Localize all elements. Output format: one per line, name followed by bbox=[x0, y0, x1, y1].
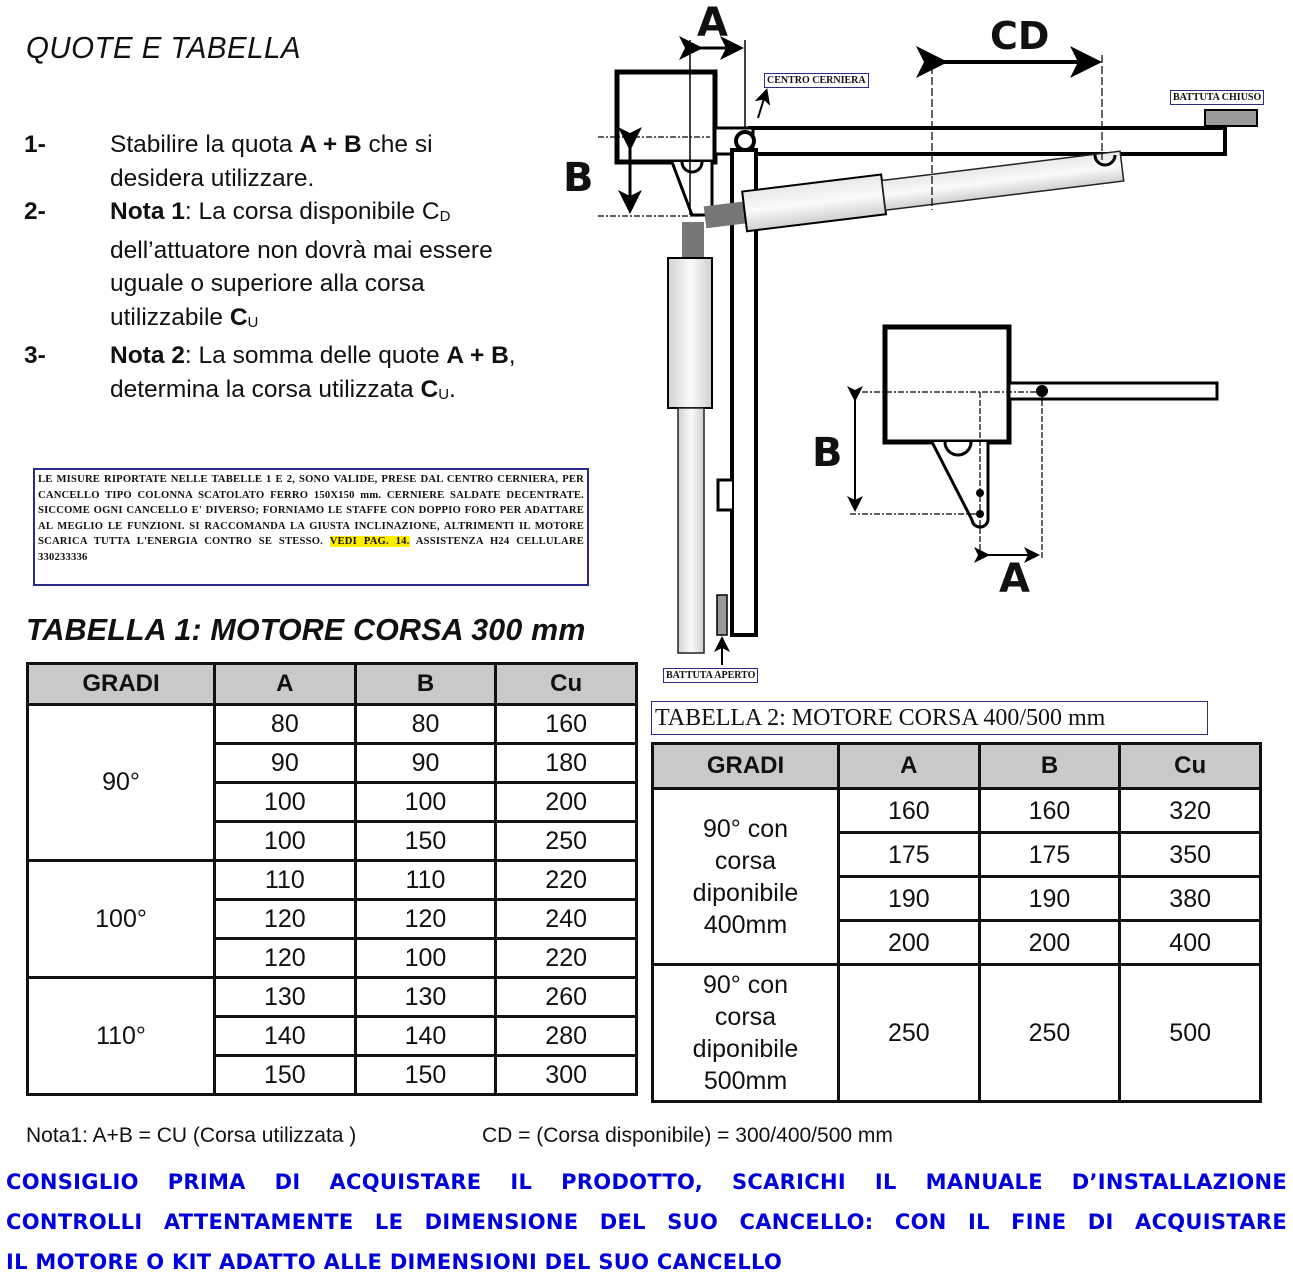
dimension-b-label: B bbox=[563, 155, 594, 201]
column-header: GRADI bbox=[653, 744, 839, 789]
battuta-chiuso-label: BATTUTA CHIUSO bbox=[1170, 90, 1264, 105]
column-header: A bbox=[839, 744, 980, 789]
column-header: Cu bbox=[1120, 744, 1261, 789]
column-header: GRADI bbox=[28, 664, 215, 705]
table-row: 90° 80 80 160 bbox=[28, 705, 637, 744]
table2-title: TABELLA 2: MOTORE CORSA 400/500 mm bbox=[651, 701, 1208, 735]
step-2: 2- Nota 1: La corsa disponibile CD dell’attuatore non dovrà mai essere uguale o superiore alla corsa utilizzabile CU bbox=[24, 195, 524, 339]
table-row: 90° con corsa diponibile 500mm 250 250 500 bbox=[653, 965, 1261, 1102]
nota1-formula: Nota1: A+B = CU (Corsa utilizzata ) bbox=[26, 1124, 357, 1147]
hinge-icon bbox=[736, 132, 754, 150]
gradi-cell: 90° bbox=[28, 705, 215, 861]
table-row: 90 90 180 bbox=[28, 744, 637, 783]
instructions-list bbox=[24, 128, 524, 411]
dimension-a-label: A bbox=[697, 0, 728, 46]
column-header: A bbox=[215, 664, 356, 705]
centro-cerniera-label: CENTRO CERNIERA bbox=[764, 73, 869, 88]
column-post-detail bbox=[885, 327, 1009, 442]
detail-a-label: A bbox=[999, 556, 1030, 602]
step-number: 2- bbox=[24, 198, 46, 225]
installation-diagram bbox=[560, 0, 1293, 700]
detail-b-label: B bbox=[812, 430, 843, 476]
column-header: B bbox=[355, 664, 496, 705]
table1-title: TABELLA 1: MOTORE CORSA 300 mm bbox=[26, 612, 586, 647]
table-row: 140 140 280 bbox=[28, 1017, 637, 1056]
gradi-cell: 100° bbox=[28, 861, 215, 978]
step-number: 3- bbox=[24, 342, 46, 369]
column-post bbox=[617, 72, 715, 162]
table-row: 100 150 250 bbox=[28, 822, 637, 861]
advice-line-1: CONSIGLIO PRIMA DI ACQUISTARE IL PRODOTTO, SCARICHI IL MANUALE D’INSTALLAZIONE bbox=[6, 1170, 1287, 1194]
table2 bbox=[651, 742, 1262, 1103]
step-3: 3- Nota 2: La somma delle quote A + B, determina la corsa utilizzata CU. bbox=[24, 339, 524, 411]
table-row: 100° 110 110 220 bbox=[28, 861, 637, 900]
column-header: Cu bbox=[496, 664, 637, 705]
notice-box: LE MISURE RIPORTATE NELLE TABELLE 1 E 2, SONO VALIDE, PRESE DAL CENTRO CERNIERA, PER CANCELLO TIPO COLONNA SCATOLATO FERRO 150X150 mm. CERNIERE SALDATE DECENTRATE. SICCOME OGNI CANCELLO E' DIVERSO; FORNIAMO LE STAFFE CON DOPPIO FORO PER ADATTARE AL MEGLIO LE FUNZIONI. SI RACCOMANDA LA GIUSTA INCLINAZIONE, ALTRIMENTI IL MOTORE SCARICA TUTTA L'ENERGIA CONTRO SE STESSO. VEDI PAG. 14. ASSISTENZA H24 CELLULARE 330233336 bbox=[33, 468, 589, 586]
table-row: 190 190 380 bbox=[653, 877, 1261, 921]
page-title: QUOTE E TABELLA bbox=[26, 30, 301, 65]
gradi-cell: 110° bbox=[28, 978, 215, 1095]
dimension-cd-label: CD bbox=[990, 14, 1050, 58]
table-row: 90° con corsa diponibile 400mm 160 160 320 bbox=[653, 789, 1261, 833]
table-header-row bbox=[653, 744, 1261, 789]
gate-leaf-closed bbox=[750, 128, 1225, 154]
gradi-cell: 90° con corsa diponibile 400mm bbox=[653, 789, 839, 965]
table-row: 100 100 200 bbox=[28, 783, 637, 822]
table-row: 120 100 220 bbox=[28, 939, 637, 978]
table-row: 110° 130 130 260 bbox=[28, 978, 637, 1017]
table-row: 200 200 400 bbox=[653, 921, 1261, 965]
advice-line-3: IL MOTORE O KIT ADATTO ALLE DIMENSIONI DEL SUO CANCELLO bbox=[6, 1250, 783, 1274]
table-row: 120 120 240 bbox=[28, 900, 637, 939]
battuta-aperto-label: BATTUTA APERTO bbox=[663, 668, 758, 683]
gradi-cell: 90° con corsa diponibile 500mm bbox=[653, 965, 839, 1102]
column-header: B bbox=[979, 744, 1120, 789]
table-row: 175 175 350 bbox=[653, 833, 1261, 877]
cd-definition: CD = (Corsa disponibile) = 300/400/500 mm bbox=[482, 1124, 893, 1147]
step-1: 1- Stabilire la quota A + B che si desidera utilizzare. bbox=[24, 128, 524, 195]
table1 bbox=[26, 662, 638, 1096]
advice-line-2: CONTROLLI ATTENTAMENTE LE DIMENSIONE DEL SUO CANCELLO: CON IL FINE DI ACQUISTARE bbox=[6, 1210, 1287, 1234]
page-reference-highlight: VEDI PAG. 14. bbox=[329, 536, 410, 548]
step-number: 1- bbox=[24, 131, 46, 158]
table-header-row bbox=[28, 664, 637, 705]
table-row: 150 150 300 bbox=[28, 1056, 637, 1095]
